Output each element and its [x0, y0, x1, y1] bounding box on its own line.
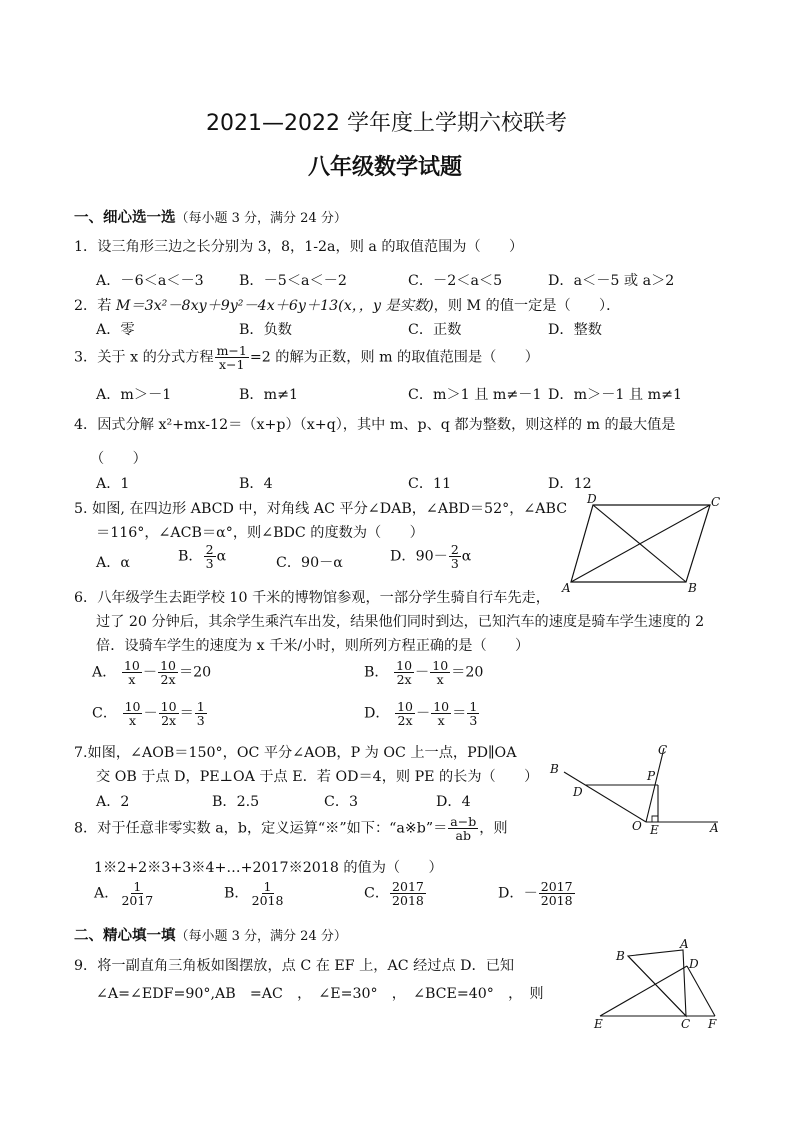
q2-option-d: D．整数 [548, 322, 602, 338]
q5-label-d: D [587, 492, 597, 506]
q7-label-d: D [573, 785, 583, 799]
q5-label-b: B [688, 581, 697, 595]
q2-option-c: C．正数 [408, 322, 462, 338]
q6-d-frac2 [431, 700, 451, 727]
q7-label-p: P [647, 769, 656, 783]
q5-option-d-den: 3 [450, 556, 459, 572]
q3-fraction [215, 344, 249, 371]
q8-b-n: 1 [263, 879, 272, 894]
q3-suffix: =2 的解为正数，则 m 的取值范围是（ ） [249, 349, 539, 366]
q7-option-c: C．3 [324, 794, 359, 810]
q6-c-f1n: 10 [124, 699, 141, 714]
q5-label-a: A [562, 581, 571, 595]
question-5-line2: ＝116°，∠ACB＝α°，则∠BDC 的度数为（ ） [96, 525, 424, 541]
q6-c-rn: 1 [196, 699, 205, 714]
q7-label-a: A [710, 821, 719, 835]
q6-c-frac1 [123, 700, 143, 727]
q6-c-frac2 [159, 700, 179, 727]
q6-a-op: － [142, 664, 158, 681]
q2-suffix: ，则 M 的值一定是（ ）． [433, 298, 621, 314]
question-7-line2: 交 OB 于点 D，PE⊥OA 于点 E．若 OD＝4，则 PE 的长为（ ） [96, 769, 539, 785]
q6-b-f1n: 10 [396, 658, 413, 673]
exam-subtitle: 八年级数学试题 [308, 155, 463, 180]
q6-a-f2d: 2x [160, 672, 176, 688]
q6-option-b [364, 659, 483, 686]
section-note: （每小题 3 分，满分 24 分） [175, 211, 347, 226]
question-9-line2: ∠A=∠EDF=90°,AB =AC ， ∠E=30° ， ∠BCE=40° ， 则 [96, 986, 544, 1002]
q3-option-a: A．m＞－1 [96, 387, 172, 403]
question-6-line1: 6．八年级学生去距学校 10 千米的博物馆参观，一部分学生骑自行车先走， [74, 590, 550, 606]
question-3-text [74, 344, 539, 371]
q6-b-frac2 [430, 659, 450, 686]
q6-d-f2d: x [437, 713, 445, 729]
q6-a-rhs: ＝20 [178, 664, 212, 681]
question-8-line1 [74, 815, 508, 842]
q5-label-c: C [711, 495, 721, 509]
q8-numerator: a−b [450, 814, 477, 829]
q5-option-d-fraction [449, 543, 461, 570]
q4-option-a: A．1 [96, 476, 130, 492]
q9-label-b: B [616, 949, 625, 963]
q6-d-rd: 3 [469, 713, 478, 729]
q2-option-b: B．负数 [239, 322, 292, 338]
q6-d-rn: 1 [469, 699, 478, 714]
q6-d-f1d: 2x [397, 713, 413, 729]
q8-d-frac [539, 880, 575, 907]
q2-option-a: A．零 [96, 322, 135, 338]
q5-option-c: C．90－α [276, 555, 343, 571]
q8-b-label: B． [224, 885, 249, 902]
q6-d-op: － [416, 705, 431, 722]
q7-option-b: B．2.5 [212, 794, 260, 810]
q8-a-label: A． [94, 885, 119, 902]
q1-option-c: C．－2＜a＜5 [408, 273, 503, 289]
q3-denominator: x−1 [218, 357, 245, 373]
question-2-text [74, 295, 620, 315]
q4-option-d: D．12 [548, 476, 592, 492]
question-6-line3: 倍．设骑车学生的速度为 x 千米/小时，则所列方程正确的是（ ） [96, 638, 530, 654]
q6-d-eq: ＝ [452, 705, 467, 722]
question-5-line1: 5. 如图, 在四边形 ABCD 中，对角线 AC 平分∠DAB，∠ABD＝52°，∠ABC [74, 501, 568, 517]
q6-option-c [92, 700, 208, 727]
q2-expression: M＝3x²－8xy＋9y²－4x＋6y＋13(x，，y 是实数) [115, 298, 434, 314]
q8-option-b [224, 880, 286, 907]
q5-option-b-suffix: α [216, 548, 227, 565]
q5-option-b-fraction [204, 543, 216, 570]
q6-option-d [364, 700, 480, 727]
q1-option-a: A．－6＜a＜－3 [96, 273, 204, 289]
section2-title: 二、精心填一填 [74, 928, 176, 944]
q6-a-frac2 [158, 659, 178, 686]
q1-option-b: B．－5＜a＜－2 [239, 273, 347, 289]
section-heading-choice [74, 206, 347, 227]
q6-c-op: － [143, 705, 158, 722]
question-6-line2: 过了 20 分钟后，其余学生乘汽车出发，结果他们同时到达，已知汽车的速度是骑车学生速度的 2 [96, 614, 705, 630]
q3-numerator: m−1 [216, 343, 247, 358]
q6-d-frac1 [395, 700, 415, 727]
q6-b-f1d: 2x [396, 672, 412, 688]
q8-option-a [94, 880, 156, 907]
q6-c-frac3 [195, 700, 207, 727]
q7-label-e: E [650, 823, 659, 837]
question-4-paren: （ ） [90, 451, 147, 467]
q7-label-b: B [550, 762, 559, 776]
q8-option-d [498, 880, 576, 907]
q8-d-d: 2018 [540, 893, 573, 909]
question-9-line1: 9．将一副直角三角板如图摆放，点 C 在 EF 上，AC 经过点 D．已知 [74, 958, 515, 974]
q3-option-d: D．m＞－1 且 m≠1 [548, 387, 682, 403]
q8-option-c [364, 880, 427, 907]
q8-c-label: C． [364, 885, 390, 902]
q6-b-f2n: 10 [432, 658, 449, 673]
section-title: 一、细心选一选 [74, 210, 176, 226]
q8-c-frac [390, 880, 426, 907]
question-1-text: 1．设三角形三边之长分别为 3，8，1-2a，则 a 的取值范围为（ ） [74, 239, 524, 255]
q6-a-f1d: x [128, 672, 136, 688]
q8-denominator: ab [455, 828, 471, 844]
q8-b-frac [250, 880, 286, 907]
q9-label-f: F [708, 1017, 717, 1031]
q5-option-d-label: D．90－ [390, 548, 448, 565]
q8-a-n: 1 [133, 879, 142, 894]
q9-triangle-figure [590, 936, 730, 1036]
q6-c-eq: ＝ [179, 705, 194, 722]
q4-option-b: B．4 [239, 476, 273, 492]
q7-label-c: C [658, 743, 668, 757]
q6-b-f2d: x [436, 672, 444, 688]
q6-c-f2d: 2x [161, 713, 177, 729]
q8-a-frac [119, 880, 155, 907]
q8-a-d: 2017 [121, 893, 154, 909]
q8-d-label: D．－ [498, 885, 538, 902]
q7-option-a: A．2 [96, 794, 130, 810]
q6-a-f1n: 10 [123, 658, 140, 673]
q6-b-rhs: ＝20 [451, 664, 484, 681]
q5-option-d-suffix: α [461, 548, 472, 565]
q9-label-c: C [681, 1017, 691, 1031]
q5-option-b-den: 3 [205, 556, 214, 572]
q5-option-b-num: 2 [205, 542, 214, 557]
q9-label-e: E [594, 1017, 603, 1031]
q6-b-label: B． [364, 664, 389, 681]
q8-b-d: 2018 [251, 893, 284, 909]
q5-option-b [178, 543, 226, 570]
q6-d-f2n: 10 [433, 699, 450, 714]
q1-option-d: D．a＜－5 或 a＞2 [548, 273, 675, 289]
q8-prefix: 8．对于任意非零实数 a，b，定义运算“※”如下：“a※b”＝ [74, 820, 448, 837]
question-8-line2: 1※2+2※3+3※4+…+2017※2018 的值为（ ） [94, 860, 443, 876]
section2-note: （每小题 3 分，满分 24 分） [175, 929, 347, 944]
q6-option-a [92, 659, 211, 686]
q4-option-c: C．11 [408, 476, 452, 492]
q3-option-b: B．m≠1 [239, 387, 298, 403]
q6-b-op: － [415, 664, 430, 681]
q6-c-f1d: x [128, 713, 137, 729]
q7-angle-figure [546, 740, 726, 840]
q3-option-c: C．m＞1 且 m≠－1 [408, 387, 542, 403]
q6-b-frac1 [394, 659, 414, 686]
q5-option-a: A．α [96, 555, 131, 571]
q5-option-d-num: 2 [450, 542, 459, 557]
q5-quadrilateral-figure [558, 490, 728, 600]
q6-d-f1n: 10 [397, 699, 413, 714]
q2-prefix: 2．若 [74, 298, 116, 314]
q8-suffix: ，则 [479, 820, 508, 837]
q8-c-d: 2018 [392, 893, 424, 909]
q6-a-f2n: 10 [160, 658, 176, 673]
q5-option-b-label: B． [178, 548, 203, 565]
q3-prefix: 3．关于 x 的分式方程 [74, 349, 214, 366]
q9-label-a: A [680, 937, 689, 951]
q6-a-label: A． [92, 664, 117, 681]
question-4-text: 4．因式分解 x²+mx-12＝（x+p）（x+q），其中 m、p、q 都为整数，则这样的 m 的最大值是 [74, 417, 676, 433]
q6-a-frac1 [122, 659, 142, 686]
q6-c-f2n: 10 [160, 699, 177, 714]
question-7-line1: 7.如图，∠AOB＝150°，OC 平分∠AOB，P 为 OC 上一点，PD∥OA [74, 745, 517, 761]
section-heading-fill [74, 924, 347, 945]
q6-c-label: C． [92, 705, 118, 722]
q8-d-n: 2017 [540, 879, 573, 894]
q6-d-label: D． [364, 705, 390, 722]
q7-option-d: D．4 [436, 794, 471, 810]
q7-label-o: O [632, 819, 642, 833]
q8-c-n: 2017 [392, 879, 424, 894]
q8-fraction [448, 815, 478, 842]
q5-option-d [390, 543, 471, 570]
exam-title: 2021—2022 学年度上学期六校联考 [206, 111, 567, 136]
q9-label-d: D [689, 957, 699, 971]
q6-c-rd: 3 [196, 713, 205, 729]
q6-d-frac3 [467, 700, 479, 727]
